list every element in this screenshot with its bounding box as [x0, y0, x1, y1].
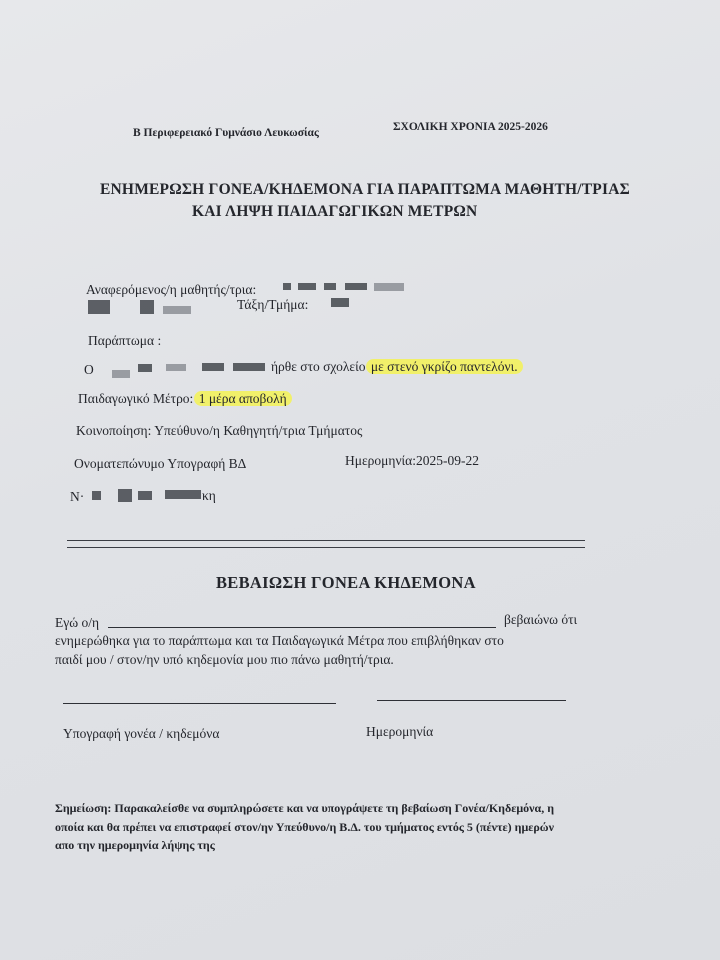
cert-line2: ενημερώθηκα για το παράπτωμα και τα Παιδαγωγικά Μέτρα που επιβλήθηκαν στο — [55, 633, 504, 648]
offense-highlight: με στενό γκρίζο παντελόνι. — [366, 359, 523, 374]
document-title-line-2: ΚΑΙ ΛΗΨΗ ΠΑΙΔΑΓΩΓΙΚΩΝ ΜΕΤΡΩΝ — [192, 203, 478, 220]
class-label: Τάξη/Τμήμα: — [237, 297, 309, 312]
offense-label: Παράπτωμα : — [88, 333, 162, 348]
date-label: Ημερομηνία: — [345, 453, 417, 468]
parent-date-line — [377, 700, 566, 701]
redacted-student-name — [283, 283, 291, 290]
redacted-student-name — [324, 283, 336, 290]
school-name: Β Περιφερειακό Γυμνάσιο Λευκωσίας — [133, 127, 319, 139]
cert-line1-start: Εγώ ο/η — [55, 615, 100, 630]
parent-date-label: Ημερομηνία — [366, 724, 434, 739]
redacted-signer — [92, 491, 101, 500]
redacted-offense-name — [233, 363, 265, 371]
parent-signature-line — [63, 703, 336, 704]
redacted-student-name — [298, 283, 316, 290]
section-separator — [67, 540, 585, 548]
redacted-student-name-2 — [163, 306, 191, 314]
parent-signature-label: Υπογραφή γονέα / κηδεμόνα — [63, 726, 220, 741]
redacted-signer — [118, 489, 132, 502]
redacted-class — [331, 298, 349, 307]
signer-initial: Ν· — [70, 489, 85, 504]
signer-suffix: κη — [202, 488, 216, 503]
redacted-student-name — [345, 283, 367, 290]
redacted-signer — [138, 491, 152, 500]
redacted-student-name-2 — [88, 300, 110, 314]
cert-line3: παιδί μου / στον/ην υπό κηδεμονία μου πιο πάνω μαθητή/τρια. — [55, 652, 394, 667]
offense-text: ήρθε στο σχολείο με στενό γκρίζο παντελόνι. — [271, 359, 523, 375]
redacted-student-name — [374, 283, 404, 291]
note-line2: οποία και θα πρέπει να επιστραφεί στον/ην Υπεύθυνο/η Β.Δ. του τμήματος εντός 5 (πέντε) ημερών — [55, 820, 554, 834]
signature-label: Ονοματεπώνυμο Υπογραφή ΒΔ — [74, 456, 247, 471]
measure-row — [78, 391, 292, 407]
redacted-signer — [165, 490, 201, 499]
measure-value: 1 μέρα αποβολή — [194, 391, 292, 406]
redacted-offense-name — [138, 364, 152, 372]
redacted-offense-name — [112, 370, 130, 378]
parent-name-underline — [108, 627, 496, 628]
redacted-student-name-2 — [140, 300, 154, 314]
date-value: 2025-09-22 — [416, 453, 480, 468]
offense-prefix: Ο — [84, 362, 94, 377]
document-title-line-1: ΕΝΗΜΕΡΩΣΗ ΓΟΝΕΑ/ΚΗΔΕΜΟΝΑ ΓΙΑ ΠΑΡΑΠΤΩΜΑ ΜΑΘΗΤΗ/ΤΡΙΑΣ — [100, 181, 630, 198]
redacted-offense-name — [202, 363, 224, 371]
cert-line1-end: βεβαιώνω ότι — [504, 612, 578, 627]
note-line1: Σημείωση: Παρακαλείσθε να συμπληρώσετε και να υπογράψετε τη βεβαίωση Γονέα/Κηδεμόνα, η — [55, 801, 555, 815]
measure-label: Παιδαγωγικό Μέτρο: — [78, 391, 194, 406]
school-year: ΣΧΟΛΙΚΗ ΧΡΟΝΙΑ 2025-2026 — [393, 121, 548, 133]
note-line3: απο την ημερομηνία λήψης της — [55, 838, 215, 852]
student-label: Αναφερόμενος/η μαθητής/τρια: — [86, 282, 257, 297]
certification-title: ΒΕΒΑΙΩΣΗ ΓΟΝΕΑ ΚΗΔΕΜΟΝΑ — [216, 573, 476, 592]
date-row — [345, 453, 479, 469]
notification: Κοινοποίηση: Υπεύθυνο/η Καθηγητή/τρια Τμήματος — [76, 423, 363, 438]
redacted-offense-name — [166, 364, 186, 371]
